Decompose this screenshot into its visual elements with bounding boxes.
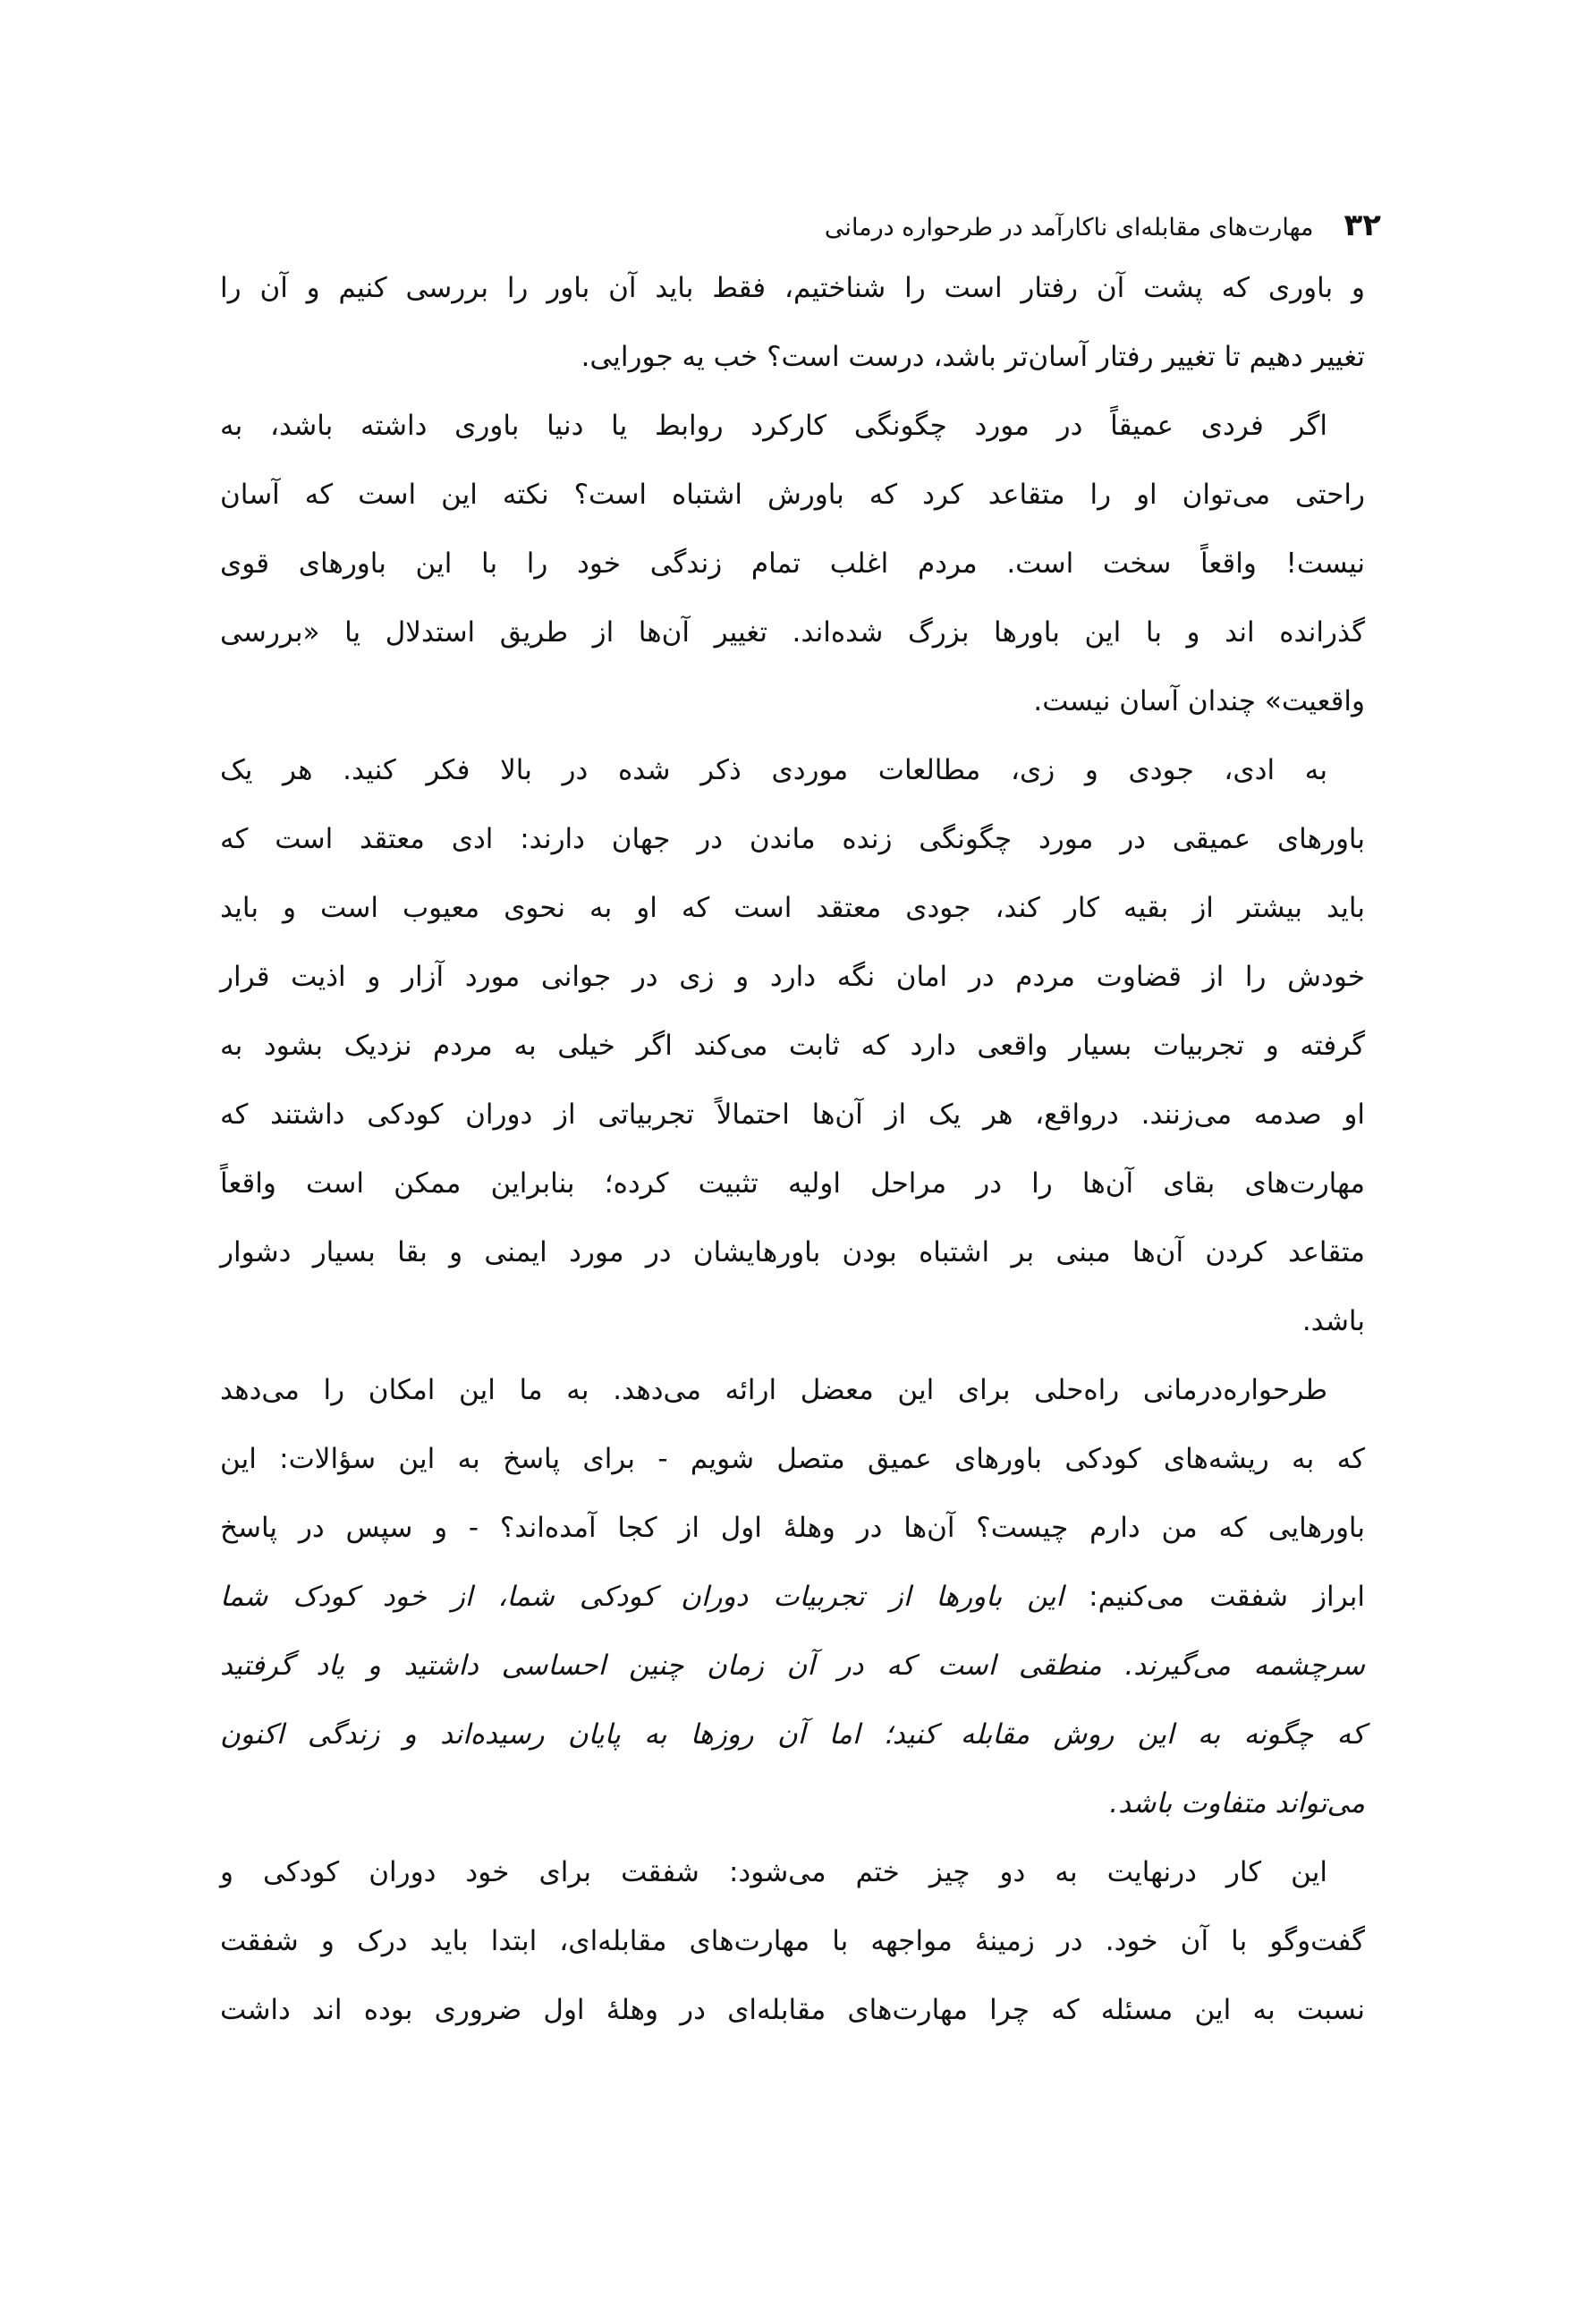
text-line xyxy=(220,742,1365,810)
text-segment: و باوری که پشت آن رفتار است را شناختیم، فقط باید آن باور را بررسی کنیم و آن را xyxy=(220,272,1365,304)
text-line xyxy=(220,879,1365,948)
italic-text-segment: این باورها از تجربیات دوران کودکی شما، از خود کودک شما xyxy=(220,1581,1064,1613)
text-line xyxy=(220,1017,1365,1086)
text-line xyxy=(220,1775,1365,1844)
body-text xyxy=(220,259,1365,2050)
text-line xyxy=(220,810,1365,879)
text-line xyxy=(220,535,1365,604)
paragraph xyxy=(220,742,1365,1361)
text-segment: باورهای عمیقی در مورد چگونگی زنده ماندن در جهان دارند: ادی معتقد است که xyxy=(220,823,1365,855)
text-segment: او صدمه می‌زنند. درواقع، هر یک از آن‌ها احتمالاً تجربیاتی از دوران کودکی داشتند که xyxy=(220,1098,1365,1131)
italic-text-segment: سرچشمه می‌گیرند. منطقی است که در آن زمان چنین احساسی داشتید و یاد گرفتید xyxy=(220,1650,1365,1682)
text-line xyxy=(220,1706,1365,1775)
italic-text-segment: می‌تواند متفاوت باشد. xyxy=(1109,1787,1365,1819)
text-line xyxy=(220,604,1365,673)
text-line xyxy=(220,1361,1365,1430)
text-segment: باشد. xyxy=(1301,1305,1365,1337)
text-line xyxy=(220,1224,1365,1293)
text-segment: متقاعد کردن آن‌ها مبنی بر اشتباه بودن باورهایشان در مورد ایمنی و بقا بسیار دشوار xyxy=(220,1236,1365,1268)
text-line xyxy=(220,1637,1365,1706)
text-segment: گرفته و تجربیات بسیار واقعی دارد که ثابت می‌کند اگر خیلی به مردم نزدیک بشود به xyxy=(220,1030,1365,1062)
paragraph xyxy=(220,259,1365,397)
text-segment: طرحواره‌درمانی راه‌حلی برای این معضل ارائه می‌دهد. به ما این امکان را می‌دهد xyxy=(220,1374,1327,1406)
text-segment: گذرانده اند و با این باورها بزرگ شده‌اند. تغییر آن‌ها از طریق استدلال یا «بررسی xyxy=(220,616,1365,649)
text-segment: تغییر دهیم تا تغییر رفتار آسان‌تر باشد، درست است؟ خب یه جورایی. xyxy=(581,341,1365,373)
paragraph xyxy=(220,1361,1365,1844)
page-number: ۳۲ xyxy=(1343,208,1381,243)
text-segment: باید بیشتر از بقیه کار کند، جودی معتقد است که او به نحوی معیوب است و باید xyxy=(220,892,1365,924)
text-line xyxy=(220,1913,1365,1981)
text-line xyxy=(220,1568,1365,1637)
text-segment: مهارت‌های بقای آن‌ها را در مراحل اولیه تثبیت کرده؛ بنابراین ممکن است واقعاً xyxy=(220,1167,1365,1200)
text-line xyxy=(220,1981,1365,2050)
text-segment: به ادی، جودی و زی، مطالعات موردی ذکر شده در بالا فکر کنید. هر یک xyxy=(220,754,1327,786)
running-title: مهارت‌های مقابله‌ای ناکارآمد در طرحواره درمانی xyxy=(824,214,1314,242)
text-line xyxy=(220,466,1365,535)
text-line xyxy=(220,1430,1365,1499)
paragraph xyxy=(220,397,1365,742)
text-segment: که به ریشه‌های کودکی باورهای عمیق متصل شویم - برای پاسخ به این سؤالات: این xyxy=(220,1443,1365,1475)
italic-text-segment: که چگونه به این روش مقابله کنید؛ اما آن روزها به پایان رسیده‌اند و زندگی اکنون xyxy=(220,1718,1365,1751)
text-segment: واقعیت» چندان آسان نیست. xyxy=(1033,685,1365,717)
text-line xyxy=(220,673,1365,742)
text-line xyxy=(220,1086,1365,1155)
running-header xyxy=(825,208,1381,243)
text-segment: ابراز شفقت می‌کنیم: xyxy=(1064,1581,1365,1613)
text-line xyxy=(220,397,1365,466)
text-segment: خودش را از قضاوت مردم در امان نگه دارد و زی در جوانی مورد آزار و اذیت قرار xyxy=(220,961,1365,993)
text-segment: نسبت به این مسئله که چرا مهارت‌های مقابله‌ای در وهلهٔ اول ضروری بوده اند داشت xyxy=(220,1994,1365,2026)
text-segment: گفت‌وگو با آن خود. در زمینهٔ مواجهه با مهارت‌های مقابله‌ای، ابتدا باید درک و شفقت xyxy=(220,1925,1365,1957)
text-segment: این کار درنهایت به دو چیز ختم می‌شود: شفقت برای خود دوران کودکی و xyxy=(220,1856,1327,1888)
text-segment: اگر فردی عمیقاً در مورد چگونگی کارکرد روابط یا دنیا باوری داشته باشد، به xyxy=(220,410,1327,442)
text-line xyxy=(220,1499,1365,1568)
text-line xyxy=(220,259,1365,328)
text-line xyxy=(220,1155,1365,1224)
text-line xyxy=(220,1844,1365,1913)
text-segment: باورهایی که من دارم چیست؟ آن‌ها در وهلهٔ اول از کجا آمده‌اند؟ - و سپس در پاسخ xyxy=(220,1512,1365,1544)
text-segment: راحتی می‌توان او را متقاعد کرد که باورش اشتباه است؟ نکته این است که آسان xyxy=(220,479,1365,511)
text-line xyxy=(220,1293,1365,1361)
text-line xyxy=(220,948,1365,1017)
paragraph xyxy=(220,1844,1365,2050)
text-segment: نیست! واقعاً سخت است. مردم اغلب تمام زندگی خود را با این باورهای قوی xyxy=(220,547,1365,580)
text-line xyxy=(220,328,1365,397)
